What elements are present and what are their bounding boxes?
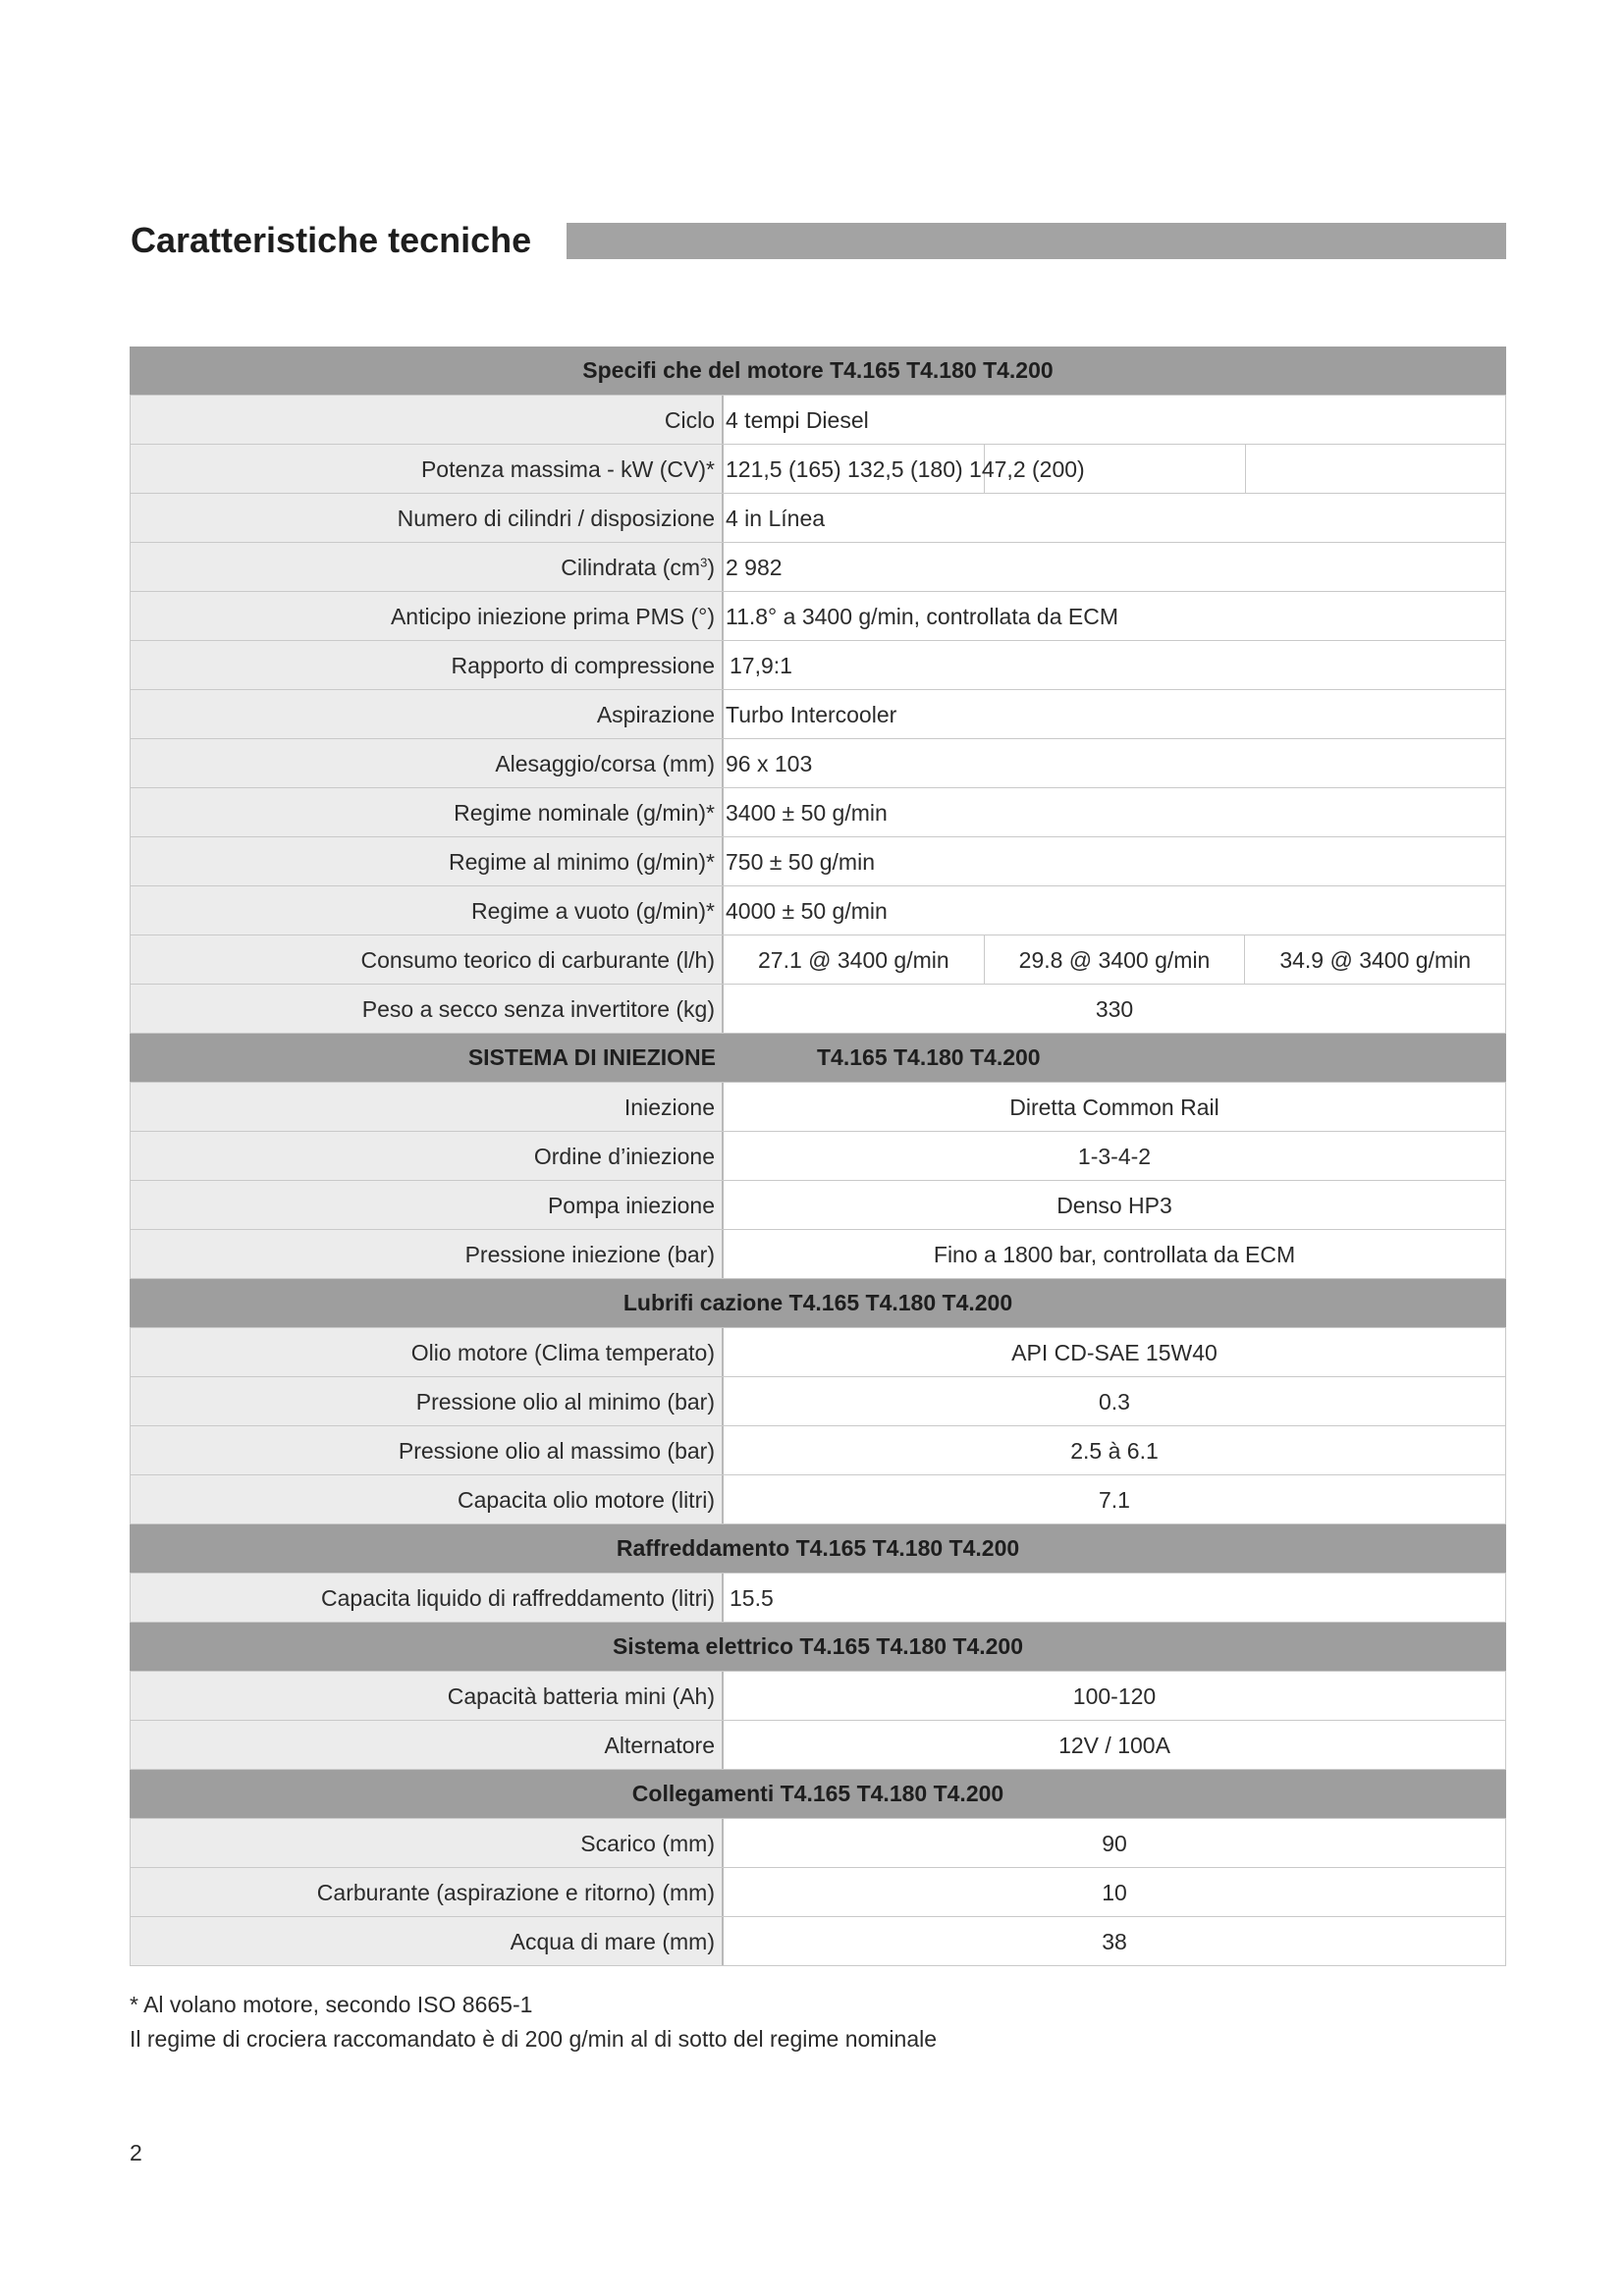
table-row xyxy=(130,886,1506,935)
page-title: Caratteristiche tecniche xyxy=(131,220,532,260)
table-row xyxy=(130,1721,1506,1770)
row-value: 0.3 xyxy=(724,1377,1506,1425)
row-value: 2.5 à 6.1 xyxy=(724,1426,1506,1474)
table-row xyxy=(130,1377,1506,1426)
table-row xyxy=(130,1230,1506,1279)
row-label: Capacita olio motore (litri) xyxy=(130,1475,724,1523)
row-value: 750 ± 50 g/min xyxy=(724,837,1506,885)
row-value: Diretta Common Rail xyxy=(724,1083,1506,1131)
row-label: Acqua di mare (mm) xyxy=(130,1917,724,1965)
section-header-label: Sistema elettrico T4.165 T4.180 T4.200 xyxy=(612,1633,1024,1659)
row-label: Capacita liquido di raffreddamento (litri) xyxy=(130,1574,724,1622)
row-value: 90 xyxy=(724,1819,1506,1867)
table-row xyxy=(130,1083,1506,1132)
row-value-power xyxy=(724,445,1506,493)
row-label: Potenza massima - kW (CV)* xyxy=(130,445,724,493)
section-header-electrical xyxy=(130,1623,1506,1672)
table-row xyxy=(130,1868,1506,1917)
row-value: API CD-SAE 15W40 xyxy=(724,1328,1506,1376)
table-row xyxy=(130,690,1506,739)
row-label: Alesaggio/corsa (mm) xyxy=(130,739,724,787)
row-label: Regime nominale (g/min)* xyxy=(130,788,724,836)
table-row xyxy=(130,1917,1506,1966)
row-value: Turbo Intercooler xyxy=(724,690,1506,738)
footnote-iso: * Al volano motore, secondo ISO 8665-1 xyxy=(130,1992,533,2017)
row-label: Olio motore (Clima temperato) xyxy=(130,1328,724,1376)
row-label: Anticipo iniezione prima PMS (°) xyxy=(130,592,724,640)
label-text: ) xyxy=(707,555,715,580)
row-value: 11.8° a 3400 g/min, controllata da ECM xyxy=(724,592,1506,640)
table-row xyxy=(130,445,1506,494)
row-label: Regime al minimo (g/min)* xyxy=(130,837,724,885)
table-row xyxy=(130,592,1506,641)
row-value: 121,5 (165) 132,5 (180) 147,2 (200) xyxy=(726,456,1085,482)
row-label xyxy=(130,543,724,591)
row-label: Pressione olio al minimo (bar) xyxy=(130,1377,724,1425)
row-value: 10 xyxy=(724,1868,1506,1916)
row-value: 7.1 xyxy=(724,1475,1506,1523)
table-row xyxy=(130,1475,1506,1524)
row-label: Ordine d’iniezione xyxy=(130,1132,724,1180)
row-label: Consumo teorico di carburante (l/h) xyxy=(130,935,724,984)
row-value: Fino a 1800 bar, controllata da ECM xyxy=(724,1230,1506,1278)
section-header-label: Collegamenti T4.165 T4.180 T4.200 xyxy=(631,1781,1004,1806)
section-header-models: T4.165 T4.180 T4.200 xyxy=(817,1044,1041,1070)
table-row xyxy=(130,837,1506,886)
row-value: 12V / 100A xyxy=(724,1721,1506,1769)
page-number: 2 xyxy=(130,2140,142,2165)
table-row xyxy=(130,739,1506,788)
table-row xyxy=(130,1132,1506,1181)
row-label: Aspirazione xyxy=(130,690,724,738)
row-value: 4 in Línea xyxy=(724,494,1506,542)
row-label: Pompa iniezione xyxy=(130,1181,724,1229)
row-value: 2 982 xyxy=(724,543,1506,591)
table-row xyxy=(130,788,1506,837)
value-t4-200: 34.9 @ 3400 g/min xyxy=(1244,935,1505,984)
row-label: Regime a vuoto (g/min)* xyxy=(130,886,724,934)
section-header-label: Raffreddamento T4.165 T4.180 T4.200 xyxy=(616,1535,1020,1561)
superscript: 3 xyxy=(700,555,708,570)
table-row xyxy=(130,1328,1506,1377)
row-value: 4000 ± 50 g/min xyxy=(724,886,1506,934)
table-row xyxy=(130,641,1506,690)
section-header-cooling xyxy=(130,1524,1506,1574)
table-row xyxy=(130,396,1506,445)
row-label: Pressione iniezione (bar) xyxy=(130,1230,724,1278)
table-row xyxy=(130,543,1506,592)
row-value: 17,9:1 xyxy=(724,641,1506,689)
table-row xyxy=(130,935,1506,985)
table-row xyxy=(130,494,1506,543)
row-label: Iniezione xyxy=(130,1083,724,1131)
section-header-label: Lubrifi cazione T4.165 T4.180 T4.200 xyxy=(623,1290,1013,1315)
value-t4-180: 29.8 @ 3400 g/min xyxy=(984,935,1245,984)
section-header-injection xyxy=(130,1034,1506,1083)
table-row xyxy=(130,1426,1506,1475)
table-row xyxy=(130,1819,1506,1868)
row-value: 330 xyxy=(724,985,1506,1033)
spec-table xyxy=(130,347,1506,1966)
row-label: Peso a secco senza invertitore (kg) xyxy=(130,985,724,1033)
footnote-cruise: Il regime di crociera raccomandato è di 200 g/min al di sotto del regime nominale xyxy=(130,2026,938,2052)
section-header-label: SISTEMA DI INIEZIONE xyxy=(467,1044,716,1070)
row-value: 96 x 103 xyxy=(724,739,1506,787)
row-value-split xyxy=(724,935,1506,984)
table-row xyxy=(130,1181,1506,1230)
table-row xyxy=(130,1672,1506,1721)
row-value: 15.5 xyxy=(724,1574,1506,1622)
row-label: Rapporto di compressione xyxy=(130,641,724,689)
value-t4-165: 27.1 @ 3400 g/min xyxy=(757,947,949,973)
row-value: 4 tempi Diesel xyxy=(724,396,1506,444)
row-value: 1-3-4-2 xyxy=(724,1132,1506,1180)
column-divider xyxy=(1245,445,1246,493)
footnotes xyxy=(130,1988,937,2056)
title-decoration-bar xyxy=(567,223,1506,259)
row-label: Alternatore xyxy=(130,1721,724,1769)
row-label: Ciclo xyxy=(130,396,724,444)
row-label: Carburante (aspirazione e ritorno) (mm) xyxy=(130,1868,724,1916)
row-label: Pressione olio al massimo (bar) xyxy=(130,1426,724,1474)
row-label: Scarico (mm) xyxy=(130,1819,724,1867)
table-row xyxy=(130,1574,1506,1623)
section-header-connections xyxy=(130,1770,1506,1819)
row-value: 38 xyxy=(724,1917,1506,1965)
row-value: 100-120 xyxy=(724,1672,1506,1720)
table-row xyxy=(130,985,1506,1034)
row-value: 3400 ± 50 g/min xyxy=(724,788,1506,836)
row-value: Denso HP3 xyxy=(724,1181,1506,1229)
section-header-label: Specifi che del motore T4.165 T4.180 T4.200 xyxy=(582,357,1054,383)
row-label: Numero di cilindri / disposizione xyxy=(130,494,724,542)
section-header-engine xyxy=(130,347,1506,396)
row-label: Capacità batteria mini (Ah) xyxy=(130,1672,724,1720)
section-header-lubrication xyxy=(130,1279,1506,1328)
label-text: Cilindrata (cm xyxy=(561,555,701,580)
